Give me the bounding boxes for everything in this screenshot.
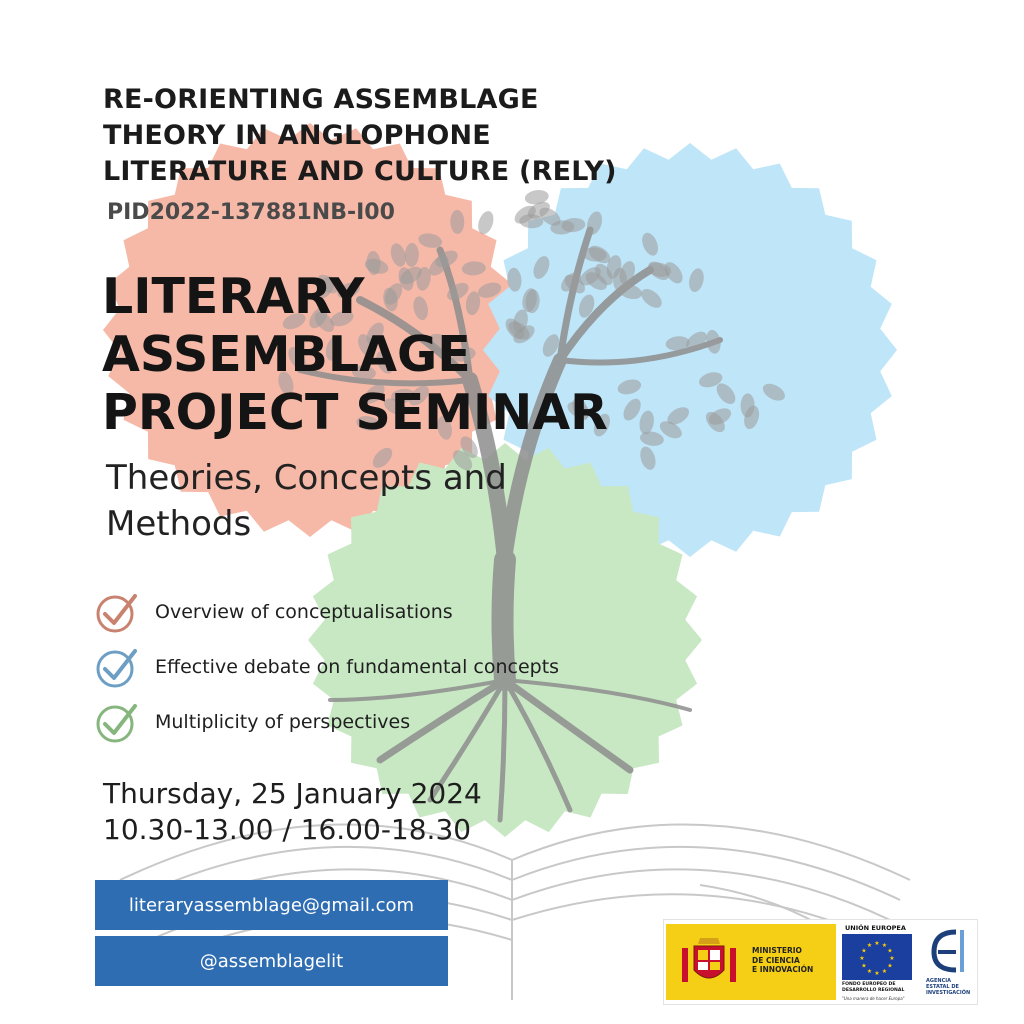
eu-flag-icon — [842, 934, 912, 980]
list-item — [95, 694, 559, 749]
eu-star-icon: ★ — [874, 940, 880, 947]
project-title — [103, 82, 617, 190]
agency-name: AGENCIA ESTATAL DE INVESTIGACIÓN — [926, 978, 971, 996]
event-date: Thursday, 25 January 2024 — [103, 777, 482, 810]
eu-star-icon: ★ — [881, 968, 888, 975]
eu-star-icon: ★ — [889, 955, 895, 962]
leaf-shape — [613, 268, 627, 292]
list-item-text: Overview of conceptualisations — [155, 600, 453, 623]
ministry-logo — [666, 924, 836, 1000]
project-title-line: THEORY IN ANGLOPHONE — [103, 120, 491, 151]
eu-star-icon: ★ — [859, 955, 865, 962]
seminar-title-line: LITERARY — [102, 268, 365, 325]
eu-star-icon: ★ — [861, 962, 867, 970]
eu-star-icon: ★ — [866, 942, 873, 949]
highlights-list — [95, 584, 559, 749]
check-circle-icon — [95, 700, 139, 744]
eu-star-icon: ★ — [881, 942, 888, 949]
eu-star-icon: ★ — [866, 968, 873, 975]
list-item — [95, 639, 559, 694]
check-circle-icon — [95, 645, 139, 689]
seminar-title-line: PROJECT SEMINAR — [102, 384, 608, 441]
eu-star-icon: ★ — [874, 970, 880, 977]
email-link[interactable]: literaryassemblage@gmail.com — [95, 880, 448, 930]
funding-logos — [663, 919, 978, 1005]
social-handle-link[interactable]: @assemblagelit — [95, 936, 448, 986]
list-item-text: Effective debate on fundamental concepts — [155, 655, 560, 678]
project-code: PID2022-137881NB-I00 — [107, 200, 395, 225]
check-circle-icon — [95, 590, 139, 634]
list-item — [95, 584, 559, 639]
event-time: 10.30-13.00 / 16.00-18.30 — [103, 813, 472, 846]
aei-logo-icon — [926, 926, 972, 976]
eu-label: UNIÓN EUROPEA — [845, 924, 906, 932]
event-datetime — [103, 776, 482, 848]
seminar-title — [102, 268, 608, 442]
eu-star-icon: ★ — [887, 947, 893, 955]
eu-star-icon: ★ — [861, 947, 867, 955]
eu-motto: "Una manera de hacer Europa" — [842, 996, 905, 1001]
subtitle-line: Theories, Concepts and — [106, 458, 507, 498]
seminar-subtitle — [106, 455, 507, 547]
seminar-title-line: ASSEMBLAGE — [102, 326, 471, 383]
subtitle-line: Methods — [106, 504, 252, 544]
project-title-line: RE-ORIENTING ASSEMBLAGE — [103, 84, 539, 115]
eu-star-icon: ★ — [887, 962, 893, 970]
project-title-line: LITERATURE AND CULTURE (RELY) — [103, 156, 617, 187]
ministry-name: MINISTERIO DE CIENCIA E INNOVACIÓN — [752, 946, 814, 974]
spain-coat-of-arms-icon — [676, 934, 742, 990]
list-item-text: Multiplicity of perspectives — [155, 710, 411, 733]
eu-fund-name: FONDO EUROPEO DE DESARROLLO REGIONAL — [842, 982, 905, 993]
